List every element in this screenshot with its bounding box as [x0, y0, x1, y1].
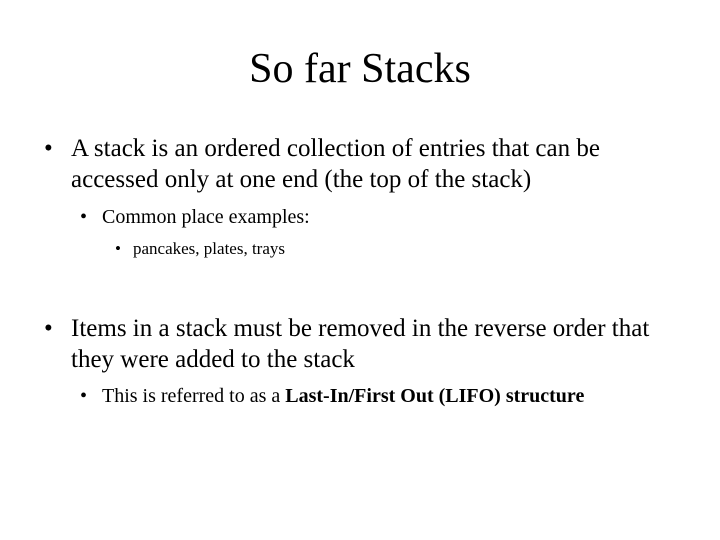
slide-title: So far Stacks — [249, 46, 471, 92]
bullet-text: Items in a stack must be removed in the reverse order that they were added to the stack — [71, 315, 650, 373]
bullet-text: A stack is an ordered collection of entries that can be accessed only at one end (the top of the stack) — [71, 135, 600, 193]
sub-sub-bullet-text: pancakes, plates, trays — [133, 239, 285, 258]
sub-bullet-item-examples — [80, 203, 640, 231]
bullet-item-removal-order — [44, 313, 684, 375]
bullet-icon: • — [115, 239, 121, 258]
sub-bullet-text: Common place examples: — [102, 206, 310, 228]
bullet-icon: • — [44, 135, 53, 162]
bullet-icon: • — [80, 206, 88, 228]
sub-bullet-item-lifo — [80, 382, 640, 410]
bullet-item-stack-definition — [44, 133, 684, 195]
lifo-intro-text: This is referred to as a — [102, 385, 286, 407]
lifo-term-text: Last-In/First Out (LIFO) structure — [285, 385, 585, 407]
sub-bullet-text-lifo — [102, 382, 640, 410]
bullet-icon: • — [80, 385, 88, 407]
bullet-icon: • — [44, 315, 53, 342]
sub-sub-bullet-item-items — [115, 238, 615, 260]
